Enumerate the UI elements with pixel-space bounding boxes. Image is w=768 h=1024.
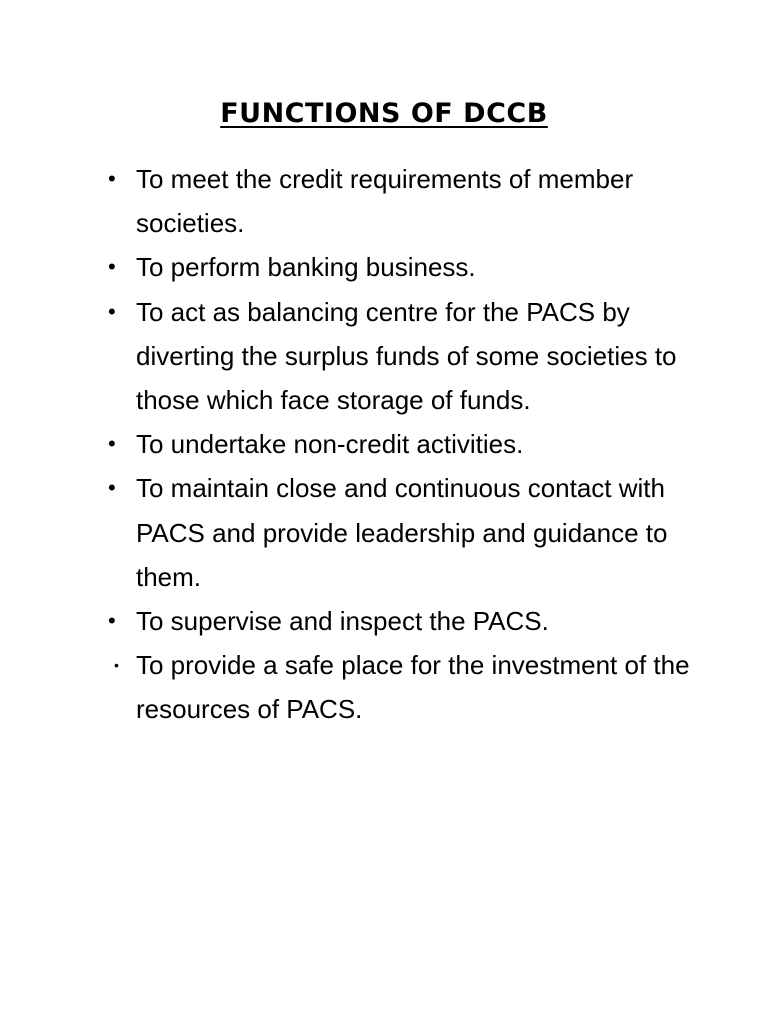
bullet-icon: • — [108, 608, 116, 634]
list-item-text: To perform banking business. — [136, 252, 476, 283]
list-item-text: To undertake non-credit activities. — [136, 429, 524, 460]
bullet-icon: • — [108, 431, 116, 457]
list-item — [108, 422, 708, 466]
list-item — [108, 466, 708, 599]
list-item — [108, 599, 708, 643]
bullet-icon: • — [114, 657, 119, 674]
list-item-text: To maintain close and continuous contact with PACS and provide leadership and guidance to them. — [136, 473, 668, 592]
page-title: FUNCTIONS OF DCCB — [220, 98, 548, 129]
functions-list — [108, 157, 708, 732]
bullet-icon: • — [108, 254, 116, 280]
list-item-text: To provide a safe place for the investment of the resources of PACS. — [136, 650, 690, 725]
list-item-text: To supervise and inspect the PACS. — [136, 606, 549, 637]
list-item — [108, 290, 708, 423]
list-item — [108, 245, 708, 289]
list-item — [108, 157, 708, 245]
bullet-icon: • — [108, 475, 116, 501]
bullet-icon: • — [108, 298, 116, 324]
list-item — [108, 643, 708, 731]
list-item-text: To meet the credit requirements of member societies. — [136, 164, 634, 239]
list-item-text: To act as balancing centre for the PACS by diverting the surplus funds of some societies to those which face storage of funds. — [136, 296, 677, 416]
bullet-icon: • — [108, 166, 116, 191]
